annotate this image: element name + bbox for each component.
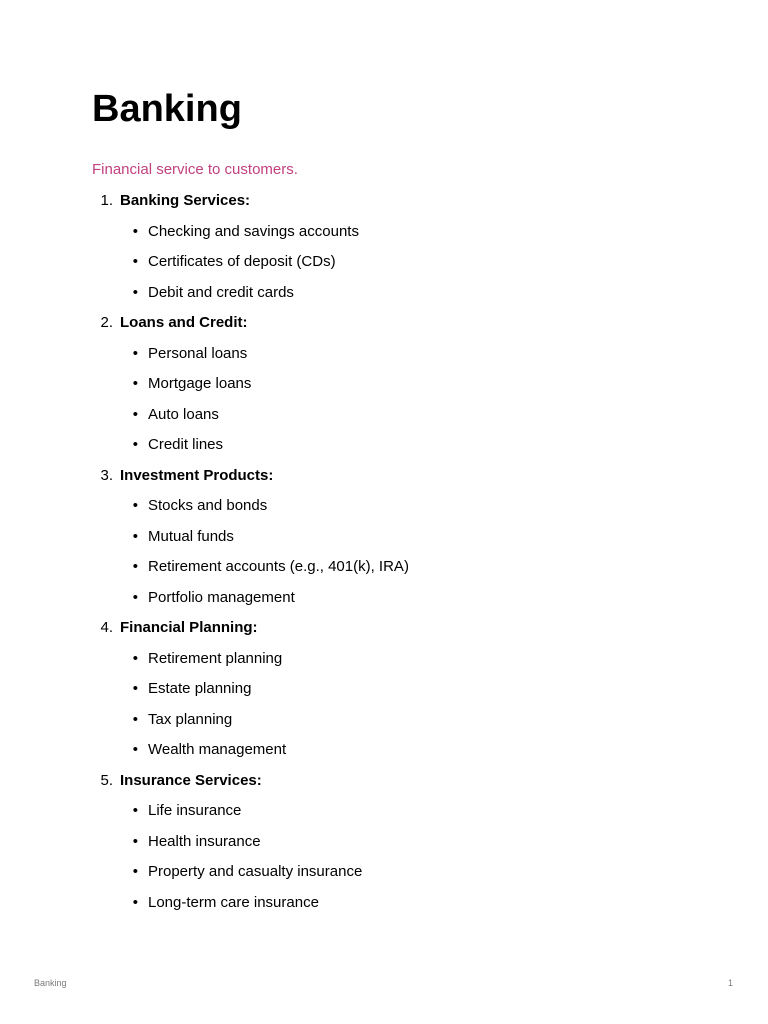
- bullet-icon: •: [132, 405, 138, 423]
- bullet-icon: •: [132, 344, 138, 362]
- list-item-text: Tax planning: [148, 710, 233, 728]
- bullet-list: [92, 648, 712, 770]
- section-number: [92, 617, 120, 639]
- list-item: [92, 221, 712, 252]
- bullet-list: [92, 343, 712, 465]
- section-heading: [92, 770, 712, 801]
- bullet-list: [92, 800, 712, 922]
- list-item-text: Health insurance: [148, 832, 261, 850]
- list-item-text: Credit lines: [148, 436, 224, 453]
- bullet-icon: •: [132, 741, 138, 758]
- list-item: [92, 373, 712, 404]
- list-item-text: Wealth management: [148, 741, 287, 758]
- list-item: [92, 404, 712, 435]
- list-item-text: Mutual funds: [148, 527, 234, 545]
- section-number-text: 2.: [100, 314, 113, 331]
- list-item: [92, 587, 712, 618]
- bullet-icon: •: [132, 588, 138, 606]
- list-item: [92, 678, 712, 709]
- section-number: [92, 312, 120, 334]
- section-number-text: 3.: [100, 466, 113, 484]
- bullet-list: [92, 495, 712, 617]
- section-heading: [92, 617, 712, 648]
- section-item: [92, 770, 712, 923]
- list-item-text: Retirement planning: [148, 649, 283, 667]
- list-item-text: Mortgage loans: [148, 375, 252, 392]
- list-item: [92, 892, 712, 923]
- list-item-text: Estate planning: [148, 680, 252, 697]
- list-item-text: Certificates of deposit (CDs): [148, 253, 336, 270]
- list-item: [92, 800, 712, 831]
- section-item: [92, 465, 712, 618]
- list-item-text: Property and casualty insurance: [148, 863, 363, 880]
- list-item-text: Auto loans: [148, 405, 219, 423]
- list-item: [92, 343, 712, 374]
- section-heading: [92, 190, 712, 221]
- bullet-icon: •: [132, 832, 138, 850]
- list-item-text: Portfolio management: [148, 588, 295, 606]
- bullet-icon: •: [132, 863, 138, 880]
- list-item: [92, 526, 712, 557]
- list-item: [92, 282, 712, 313]
- bullet-icon: •: [132, 558, 138, 575]
- list-item: [92, 709, 712, 740]
- bullet-icon: •: [132, 802, 138, 819]
- section-number-text: 4.: [100, 619, 113, 636]
- section-heading: [92, 465, 712, 496]
- section-number: [92, 770, 120, 792]
- list-item-text: Retirement accounts (e.g., 401(k), IRA): [148, 558, 409, 575]
- list-item-text: Life insurance: [148, 802, 242, 819]
- list-item-text: Personal loans: [148, 344, 248, 362]
- list-item: [92, 251, 712, 282]
- list-item-text: Long-term care insurance: [148, 893, 319, 911]
- section-title: Loans and Credit:: [120, 314, 248, 331]
- list-item: [92, 434, 712, 465]
- list-item: [92, 556, 712, 587]
- bullet-icon: •: [132, 649, 138, 667]
- section-item: [92, 617, 712, 770]
- section-title: Banking Services:: [120, 192, 251, 209]
- section-number-text: 1.: [100, 192, 113, 209]
- list-item-text: Stocks and bonds: [148, 497, 268, 514]
- bullet-icon: •: [132, 436, 138, 453]
- section-number-text: 5.: [100, 771, 113, 789]
- list-item: [92, 739, 712, 770]
- bullet-icon: •: [132, 375, 138, 392]
- bullet-icon: •: [132, 283, 138, 301]
- list-item: [92, 861, 712, 892]
- footer-document-title: Banking: [34, 978, 67, 988]
- section-number: [92, 465, 120, 487]
- list-item: [92, 648, 712, 679]
- section-title: Financial Planning:: [120, 619, 258, 636]
- bullet-icon: •: [132, 893, 138, 911]
- bullet-icon: •: [132, 680, 138, 697]
- section-heading: [92, 312, 712, 343]
- list-item: [92, 831, 712, 862]
- footer-page-number: 1: [727, 978, 733, 988]
- bullet-icon: •: [132, 710, 138, 728]
- list-item-text: Checking and savings accounts: [148, 222, 359, 240]
- section-list: [92, 190, 712, 922]
- section-number: [92, 190, 120, 212]
- section-item: [92, 190, 712, 312]
- bullet-icon: •: [132, 222, 138, 240]
- subtitle: Financial service to customers.: [92, 161, 298, 178]
- section-title: Insurance Services:: [120, 771, 262, 789]
- section-title: Investment Products:: [120, 466, 274, 484]
- list-item-text: Debit and credit cards: [148, 283, 294, 301]
- page-title: Banking: [92, 88, 242, 130]
- bullet-icon: •: [132, 497, 138, 514]
- list-item: [92, 495, 712, 526]
- bullet-list: [92, 221, 712, 313]
- bullet-icon: •: [132, 527, 138, 545]
- bullet-icon: •: [132, 253, 138, 270]
- section-item: [92, 312, 712, 465]
